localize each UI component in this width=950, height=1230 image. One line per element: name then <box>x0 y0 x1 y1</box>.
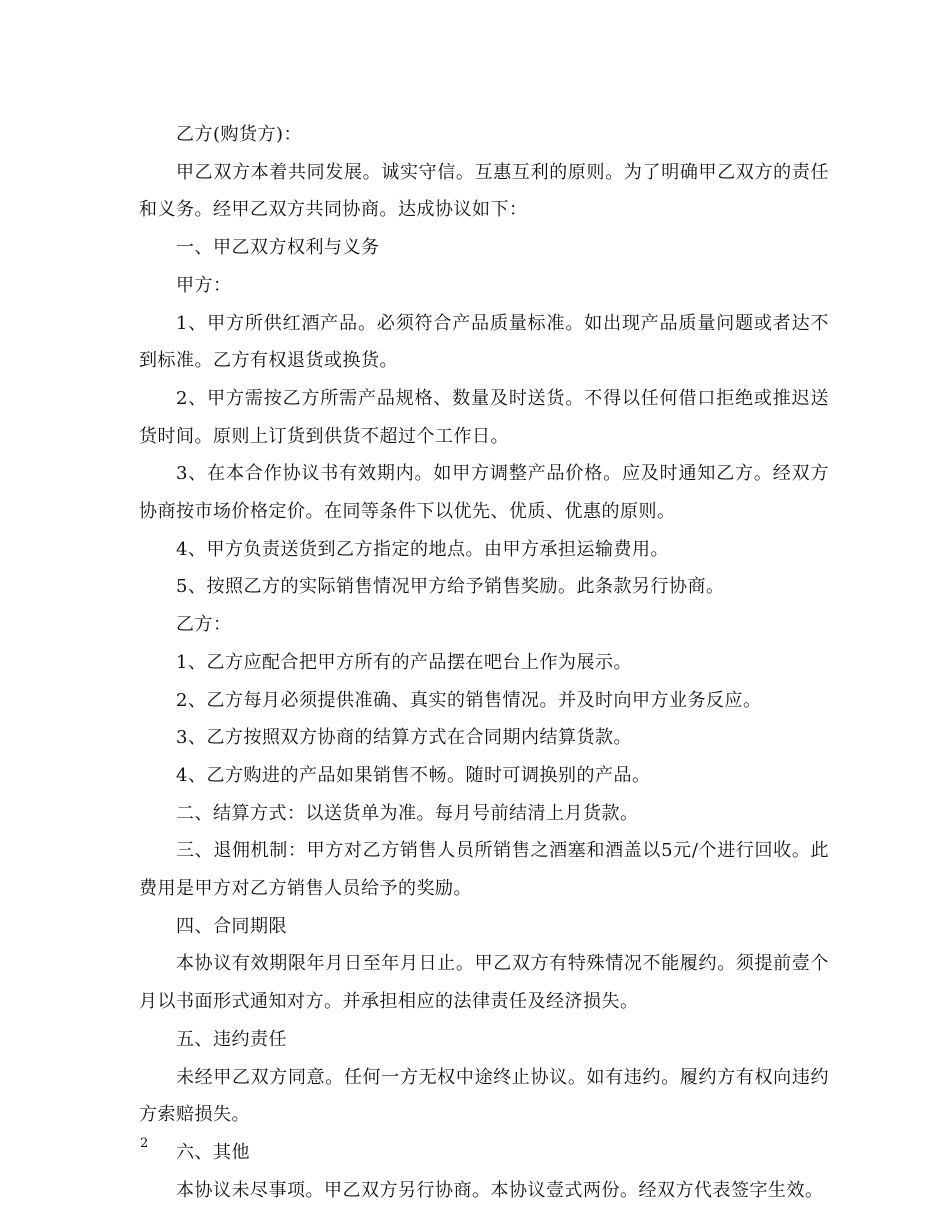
breach-clause: 未经甲乙双方同意。任何一方无权中途终止协议。如有违约。履约方有权向违约方索赔损失。 <box>139 1066 829 1126</box>
paragraph-buyer-heading: 乙方(购货方)： <box>176 124 303 145</box>
party-a-heading: 甲方： <box>176 274 232 296</box>
party-b-clause-1: 1、乙方应配合把甲方所有的产品摆在吧台上作为展示。 <box>176 651 632 673</box>
other-clause: 本协议未尽事项。甲乙双方另行协商。本协议壹式两份。经双方代表签字生效。 <box>176 1179 824 1201</box>
party-a-clause-2: 2、甲方需按乙方所需产品规格、数量及时送货。不得以任何借口拒绝或推迟送货时间。原则上订货到供货不超过个工作日。 <box>139 387 829 447</box>
paragraph-preamble: 甲乙双方本着共同发展。诚实守信。互惠互利的原则。为了明确甲乙双方的责任和义务。经甲乙双方共同协商。达成协议如下： <box>139 161 829 221</box>
document-body <box>139 116 829 1209</box>
party-a-clause-5: 5、按照乙方的实际销售情况甲方给予销售奖励。此条款另行协商。 <box>176 576 725 598</box>
party-b-clause-4: 4、乙方购进的产品如果销售不畅。随时可调换别的产品。 <box>176 764 651 786</box>
party-b-clause-3: 3、乙方按照双方协商的结算方式在合同期内结算货款。 <box>176 727 632 749</box>
party-a-clause-1: 1、甲方所供红酒产品。必须符合产品质量标准。如出现产品质量问题或者达不到标准。乙方有权退货或换货。 <box>139 312 829 372</box>
page-number: 2 <box>140 1136 149 1151</box>
section-heading-other: 六、其他 <box>176 1141 250 1163</box>
party-a-clause-4: 4、甲方负责送货到乙方指定的地点。由甲方承担运输费用。 <box>176 538 669 560</box>
party-b-clause-2: 2、乙方每月必须提供准确、真实的销售情况。并及时向甲方业务反应。 <box>176 689 762 711</box>
term-clause: 本协议有效期限年月日至年月日止。甲乙双方有特殊情况不能履约。须提前壹个月以书面形式通知对方。并承担相应的法律责任及经济损失。 <box>139 953 829 1013</box>
section-heading-breach: 五、违约责任 <box>176 1028 287 1050</box>
section-heading-rights-obligations: 一、甲乙双方权利与义务 <box>176 237 380 259</box>
section-heading-term: 四、合同期限 <box>176 915 287 937</box>
section-settlement: 二、结算方式：以送货单为准。每月号前结清上月货款。 <box>176 802 639 824</box>
party-a-clause-3: 3、在本合作协议书有效期内。如甲方调整产品价格。应及时通知乙方。经双方协商按市场价格定价。在同等条件下以优先、优质、优惠的原则。 <box>139 463 829 523</box>
party-b-heading: 乙方： <box>176 614 232 636</box>
section-rebate: 三、退佣机制：甲方对乙方销售人员所销售之酒塞和酒盖以5元/个进行回收。此费用是甲方对乙方销售人员给予的奖励。 <box>139 840 829 900</box>
